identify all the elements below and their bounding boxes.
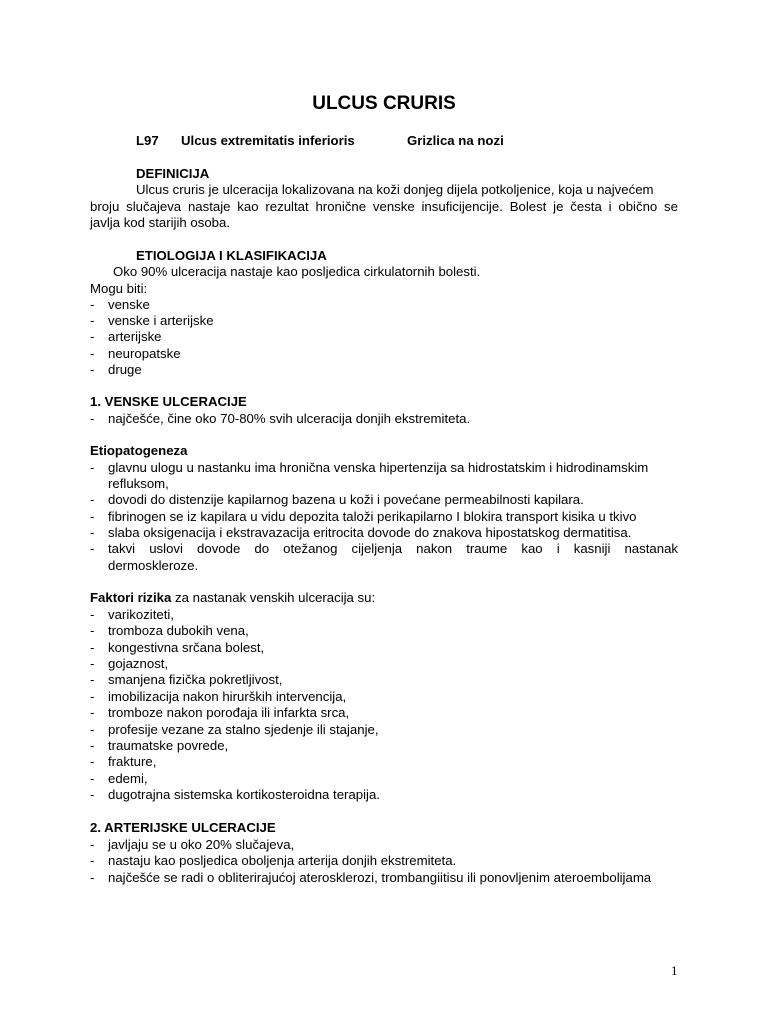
definicija-line-3: javlja kod starijih osoba. [90, 215, 231, 230]
section-heading-etiopatogeneza: Etiopatogeneza [90, 443, 188, 458]
page-number: 1 [671, 963, 678, 978]
list-item: - [90, 672, 95, 688]
list-item: - [90, 492, 95, 507]
faktori-rizika-heading: Faktori rizika za nastanak venskih ulceracija su: [90, 590, 376, 605]
list-item: - [90, 786, 95, 802]
list-item: - [90, 754, 95, 770]
latin-name: Ulcus extremitatis inferioris [181, 133, 355, 148]
list-item: - [90, 639, 95, 655]
list-item-text: frakture, [108, 754, 157, 770]
list-item: - [90, 411, 95, 426]
list-item-text: neuropatske [108, 346, 181, 361]
list-item-text: varikoziteti, [108, 607, 174, 622]
list-item: - [90, 509, 95, 524]
list-item-text: tromboze nakon porođaja ili infarkta srca, [108, 705, 350, 721]
list-item: - [90, 346, 95, 361]
list-item-text: takvi uslovi dovode do otežanog cijeljenja nakon traume kao i kasniji nastanak [108, 541, 678, 556]
list-item: - [90, 525, 95, 540]
list-item: - [90, 737, 95, 753]
list-item-text-cont: refluksom, [108, 476, 169, 491]
list-item: - [90, 362, 95, 377]
list-item: - [90, 460, 95, 475]
list-item-text: slaba oksigenacija i ekstravazacija eritrocita dovode do znakova hipostatskog dermatitisa. [108, 525, 632, 540]
list-item-text: javljaju se u oko 20% slučajeva, [108, 837, 295, 852]
definicija-line-1: Ulcus cruris je ulceracija lokalizovana na koži donjeg dijela potkoljenice, koja u najvećem [136, 182, 654, 197]
list-item-text: nastaju kao posljedica oboljenja arterija donjih ekstremiteta. [108, 853, 457, 869]
list-item: - [90, 607, 95, 622]
mogu-biti-label: Mogu biti: [90, 281, 148, 296]
list-item: - [90, 297, 95, 312]
list-item-text: dovodi do distenzije kapilarnog bazena u koži i povećane permeabilnosti kapilara. [108, 492, 584, 507]
etiologija-intro: Oko 90% ulceracija nastaje kao posljedica cirkulatornih bolesti. [113, 264, 481, 279]
list-item: - [90, 688, 95, 704]
section-heading-etiologija: ETIOLOGIJA I KLASIFIKACIJA [136, 248, 327, 263]
icd-code: L97 [136, 133, 159, 148]
list-item-text: arterijske [108, 329, 162, 344]
list-item: - [90, 313, 95, 328]
list-item: - [90, 705, 95, 721]
list-item: - [90, 623, 95, 639]
section-heading-arterijske: 2. ARTERIJSKE ULCERACIJE [90, 820, 276, 835]
list-item-text-cont: dermoskleroze. [108, 558, 199, 573]
list-item-text: gojaznost, [108, 656, 169, 671]
list-item-text: profesije vezane za stalno sjedenje ili stajanje, [108, 721, 379, 737]
list-item-text: smanjena fizička pokretljivost, [108, 672, 283, 688]
list-item-text: traumatske povrede, [108, 737, 229, 753]
list-item: - [90, 541, 95, 556]
list-item: - [90, 853, 95, 869]
list-item-text: venske i arterijske [108, 313, 214, 328]
list-item: - [90, 837, 95, 852]
section-heading-venske: 1. VENSKE ULCERACIJE [90, 394, 247, 409]
definicija-line-2: broju slučajeva nastaje kao rezultat hronične venske insuficijencije. Bolest je česta i obično se [90, 199, 678, 214]
list-item: - [90, 721, 95, 737]
list-item: - [90, 869, 95, 885]
list-item-text: tromboza dubokih vena, [108, 623, 249, 639]
section-heading-definicija: DEFINICIJA [136, 166, 210, 181]
list-item-text: najčešće se radi o obliterirajućoj aterosklerozi, trombangiitisu ili ponovljenim ateroembolijama [108, 869, 652, 885]
list-item-text: edemi, [108, 770, 148, 786]
list-item-text: fibrinogen se iz kapilara u vidu depozita taloži perikapilarno I blokira transport kisika u tkivo [108, 509, 637, 524]
document-title: ULCUS CRURIS [312, 93, 456, 114]
local-name: Grizlica na nozi [407, 133, 504, 148]
list-item-text: imobilizacija nakon hirurških intervencija, [108, 688, 347, 704]
list-item-text: najčešće, čine oko 70-80% svih ulceracija donjih ekstremiteta. [108, 411, 471, 426]
list-item: - [90, 770, 95, 786]
list-item-text: glavnu ulogu u nastanku ima hronična venska hipertenzija sa hidrostatskim i hidrodinamskim [108, 460, 649, 475]
list-item-text: druge [108, 362, 142, 377]
list-item-text: kongestivna srčana bolest, [108, 639, 265, 655]
list-item-text: dugotrajna sistemska kortikosteroidna terapija. [108, 786, 380, 802]
list-item: - [90, 329, 95, 344]
list-item: - [90, 656, 95, 671]
list-item-text: venske [108, 297, 150, 312]
